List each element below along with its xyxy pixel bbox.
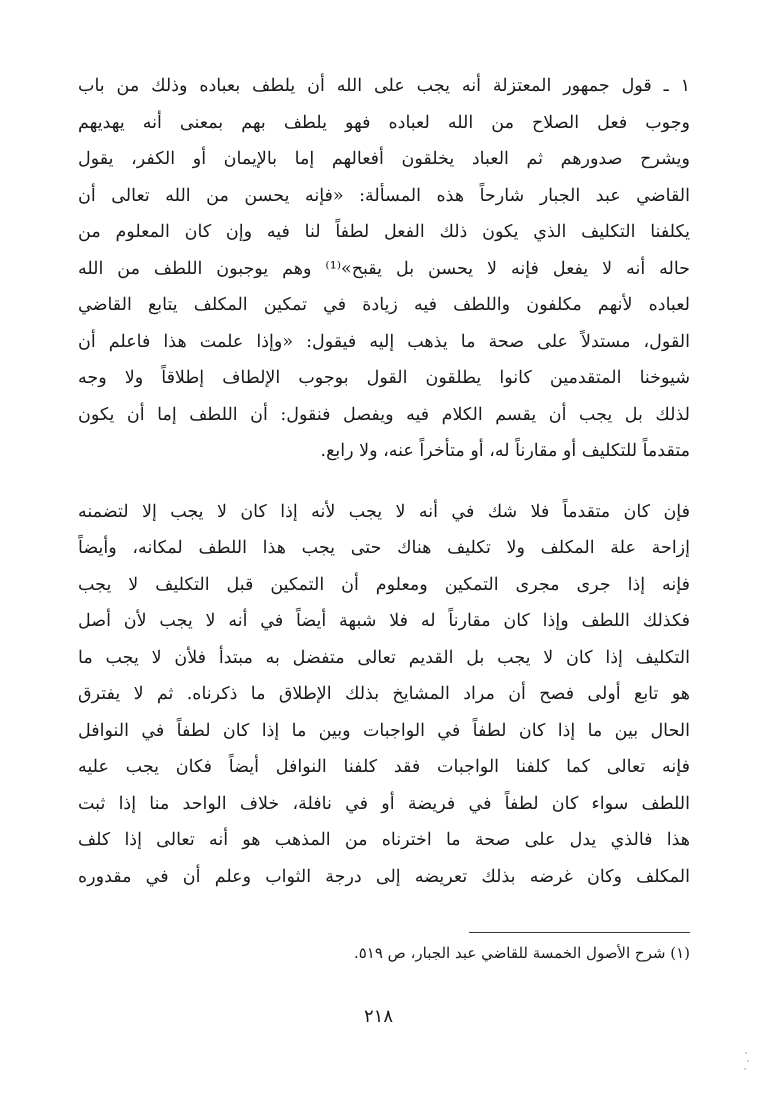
text-line: يكلفنا التكليف الذي يكون ذلك الفعل لطفاً لنا فيه وإن كان المعلوم من	[78, 222, 690, 242]
text-line: المكلف وكان غرضه بذلك تعريضه إلى درجة الثواب وعلم أن في مقدوره	[78, 866, 690, 887]
text-line: القاضي عبد الجبار شارحاً هذه المسألة: «فإنه يحسن من الله تعالى أن	[78, 185, 690, 206]
text-line: فإنه تعالى كما كلفنا الواجبات فقد كلفنا النوافل أيضاً فكان يجب عليه	[78, 757, 690, 777]
text-line: ويشرح صدورهم ثم العباد يخلقون أفعالهم إما بالإيمان أو الكفر، يقول	[78, 149, 690, 169]
scan-speck	[747, 1060, 749, 1062]
text-line: فإنه إذا جرى مجرى التمكين ومعلوم أن التمكين قبل التكليف لا يجب	[78, 574, 690, 595]
paragraph-gap	[78, 470, 690, 494]
text-line: لعباده لأنهم مكلفون واللطف فيه زيادة في تمكين المكلف يتابع القاضي	[78, 295, 690, 315]
paragraph-2	[78, 494, 690, 896]
text-line: التكليف إذا كان لا يجب بل القديم تعالى متفضل به مبتدأ فلأن لا يجب ما	[78, 647, 690, 668]
paragraph-1	[78, 68, 690, 470]
scan-speck	[745, 1052, 747, 1054]
main-text	[78, 68, 690, 895]
text-line: هذا فالذي يدل على صحة ما اخترناه من المذهب هو أنه تعالى إذا كلف	[78, 830, 690, 850]
text-line: حاله أنه لا يفعل فإنه لا يحسن بل يقبح»⁽¹⁾ وهم يوجبون اللطف من الله	[78, 258, 690, 279]
scan-speck	[744, 1068, 746, 1070]
text-line: شيوخنا المتقدمين كانوا يطلقون القول بوجوب الإلطاف إطلاقاً ولا وجه	[78, 368, 690, 388]
text-line: فإن كان متقدماً فلا شك في أنه لا يجب لأنه إذا كان لا يجب إلا لتضمنه	[78, 501, 690, 522]
text-line: فكذلك اللطف وإذا كان مقارناً له فلا شبهة أيضاً في أنه لا يجب لأن أصل	[78, 611, 690, 631]
text-line: إزاحة علة المكلف ولا تكليف هناك حتى يجب هذا اللطف لمكانه، وأيضاً	[78, 538, 690, 558]
footnote-divider	[469, 932, 690, 933]
text-line: هو تابع أولى فصح أن مراد المشايخ بذلك الإطلاق ما ذكرناه. ثم لا يفترق	[78, 684, 690, 704]
text-line: اللطف سواء كان لطفاً في فريضة أو في نافلة، خلاف الواحد منا إذا ثبت	[78, 793, 690, 814]
text-line: متقدماً للتكليف أو مقارناً له، أو متأخراً عنه، ولا رابع.	[320, 441, 690, 461]
text-line: لذلك بل يجب أن يقسم الكلام فيه ويفصل فنقول: أن اللطف إما أن يكون	[78, 404, 690, 425]
text-line: القول، مستدلاً على صحة ما يذهب إليه فيقول: «وإذا علمت هذا فاعلم أن	[78, 331, 690, 352]
text-line: وجوب فعل الصلاح من الله لعباده فهو يلطف بهم بمعنى أنه يهديهم	[78, 112, 690, 133]
page-number: ٢١٨	[363, 1006, 393, 1027]
footnote: (١) شرح الأصول الخمسة للقاضي عبد الجبار، ص ٥١٩.	[353, 944, 690, 962]
text-line: الحال بين ما إذا كان لطفاً في الواجبات وبين ما إذا كان لطفاً في النوافل	[78, 720, 690, 741]
text-line: ١ ـ قول جمهور المعتزلة أنه يجب على الله أن يلطف بعباده وذلك من باب	[78, 76, 690, 96]
